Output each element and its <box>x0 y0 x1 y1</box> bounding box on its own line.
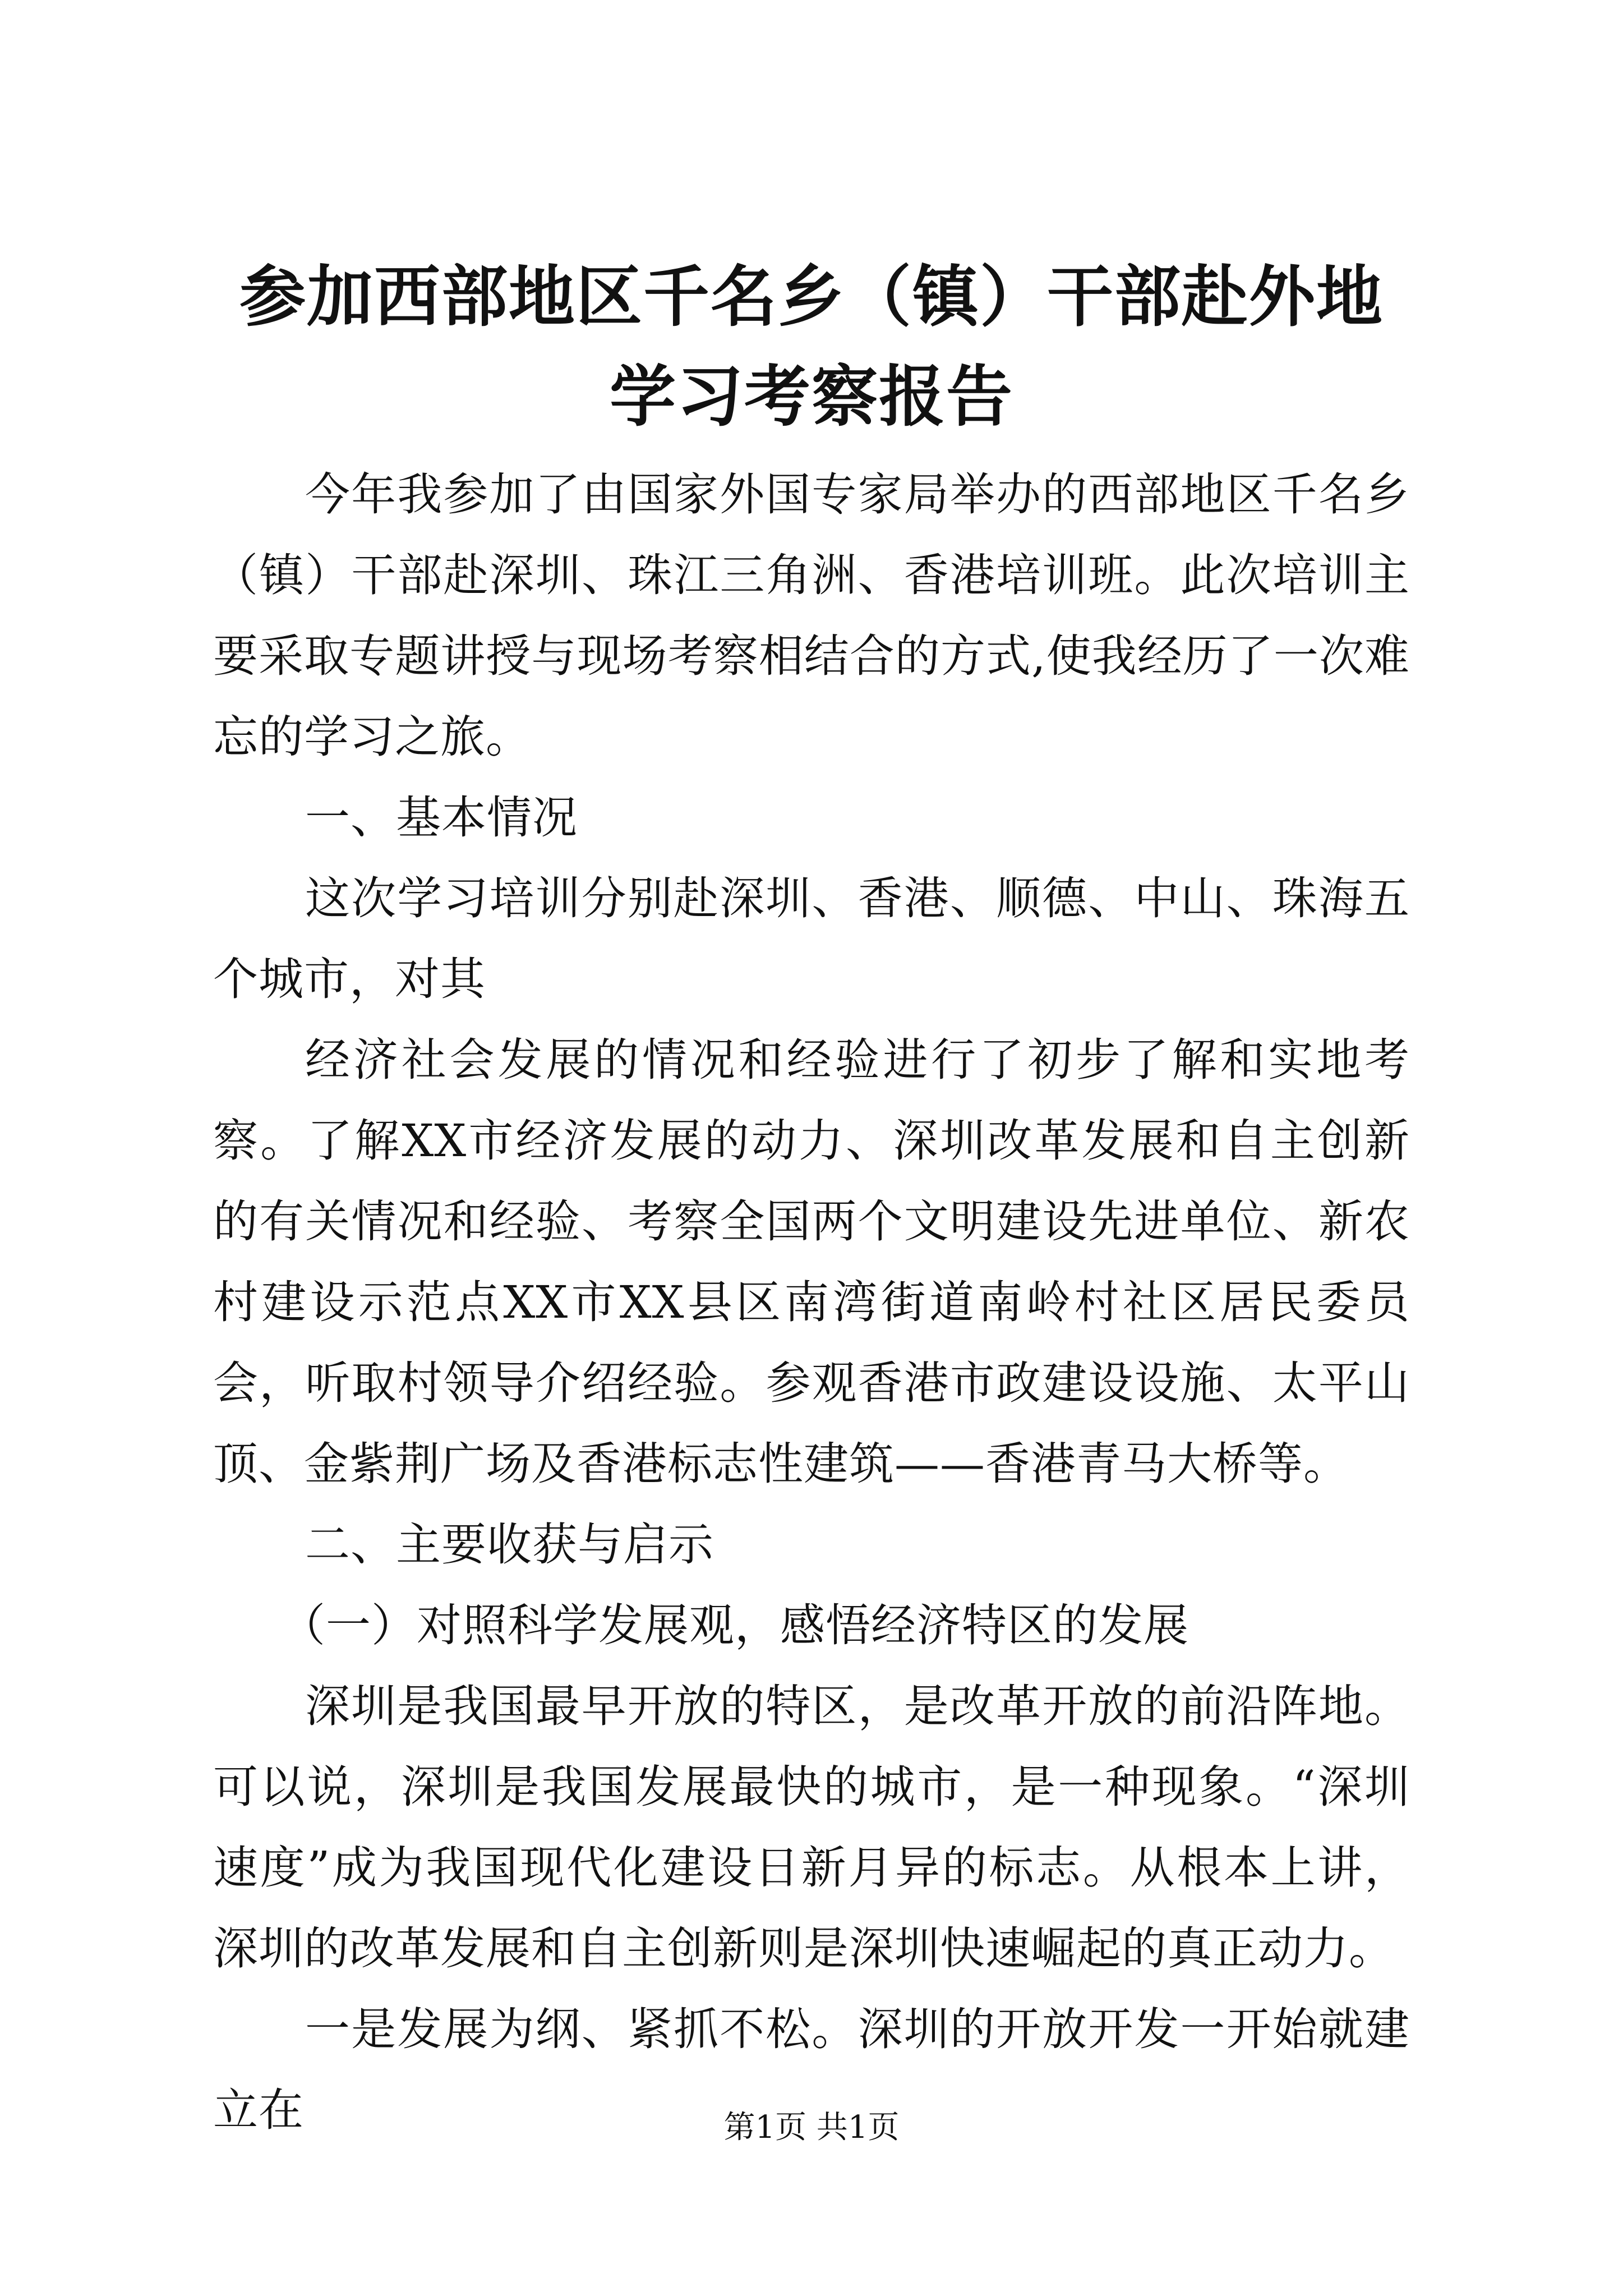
page-footer: 第1页 共1页 <box>723 2109 900 2146</box>
section-heading-gains: 二、主要收获与启示 <box>305 1519 714 1571</box>
paragraph-study-details: 经济社会发展的情况和经验进行了初步了解和实地考察。了解XX市经济发展的动力、深圳改革发展和自主创新的有关情况和经验、考察全国两个文明建设先进单位、新农村建设示范点XX市XX县区南湾街道南岭村社区居民委员会，听取村领导介绍经验。参观香港市政建设设施、太平山顶、金紫荆广场及香港标志性建筑——香港青马大桥等。 <box>213 1034 1410 1490</box>
paragraph-shenzhen: 深圳是我国最早开放的特区，是改革开放的前沿阵地。可以说，深圳是我国发展最快的城市，是一种现象。“深圳速度”成为我国现代化建设日新月异的标志。从根本上讲，深圳的改革发展和自主创新则是深圳快速崛起的真正动力。 <box>213 1680 1410 1975</box>
paragraph-development: 一是发展为纲、紧抓不松。深圳的开放开发一开始就建立在 <box>213 2003 1410 2136</box>
document-body <box>213 454 1410 2151</box>
subsection-heading-1: （一）对照科学发展观，感悟经济特区的发展 <box>280 1599 1189 1651</box>
paragraph-intro: 今年我参加了由国家外国专家局举办的西部地区千名乡（镇）干部赴深圳、珠江三角洲、香港培训班。此次培训主要采取专题讲授与现场考察相结合的方式,使我经历了一次难忘的学习之旅。 <box>213 468 1410 763</box>
paragraph-cities: 这次学习培训分别赴深圳、香港、顺德、中山、珠海五个城市，对其 <box>213 872 1410 1005</box>
section-heading-basic-situation: 一、基本情况 <box>305 792 578 844</box>
document-title: 参加西部地区千名乡（镇）干部赴外地学习考察报告 <box>239 257 1384 435</box>
